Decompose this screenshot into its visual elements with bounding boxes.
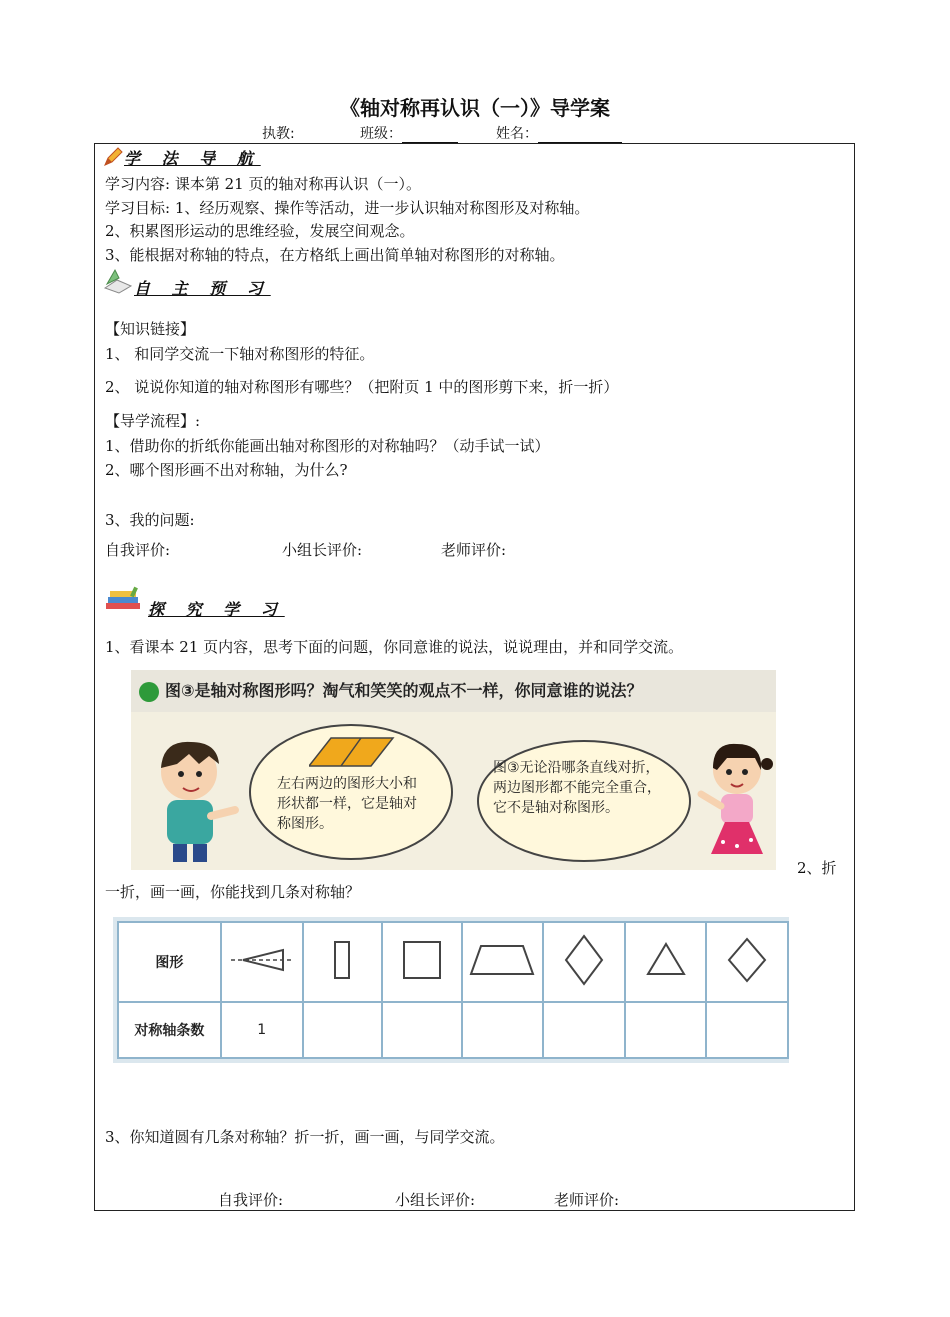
- table-header-shape: 图形: [118, 922, 221, 1002]
- axis-count-cell[interactable]: [543, 1002, 625, 1058]
- shape-cell: [303, 922, 382, 1002]
- study-content: 学习内容: 课本第 21 页的轴对称再认识（一）。: [105, 175, 421, 193]
- axis-count-cell[interactable]: [462, 1002, 544, 1058]
- triangle-with-axis-icon: [229, 940, 295, 980]
- rhombus-icon: [562, 932, 606, 988]
- boy-character: [149, 734, 241, 864]
- book-icon: [103, 266, 133, 294]
- textbook-illustration: [131, 670, 776, 870]
- table-row-counts: [118, 1002, 788, 1058]
- name-blank: [538, 128, 622, 143]
- page-title: 《轴对称再认识（一）》导学案: [340, 96, 610, 120]
- pen-icon: [102, 146, 124, 168]
- guided-flow-title: 【导学流程】:: [105, 412, 201, 430]
- section-heading-guide: 学 法 导 航: [124, 149, 261, 168]
- eval-leader-2: 小组长评价:: [395, 1191, 476, 1209]
- left-bubble-text: 左右两边的图形大小和形状都一样，它是轴对称图形。: [277, 776, 417, 832]
- explore-question-3: 3、你知道圆有几条对称轴？折一折，画一画，与同学交流。: [105, 1128, 505, 1146]
- axis-count-cell[interactable]: 1: [221, 1002, 303, 1058]
- axis-count-cell[interactable]: [706, 1002, 788, 1058]
- shape-cell: [543, 922, 625, 1002]
- small-rhombus-icon: [725, 935, 769, 985]
- explore-question-1: 1、看课本 21 页内容，思考下面的问题，你同意谁的说法，说说理由，并和同学交流。: [105, 638, 684, 656]
- table-row-shapes: [118, 922, 788, 1002]
- guided-flow-1: 1、借助你的折纸你能画出轴对称图形的对称轴吗？（动手试一试）: [105, 437, 550, 455]
- trapezoid-icon: [467, 940, 537, 980]
- books-stack-icon: [102, 585, 146, 613]
- name-field: [496, 123, 622, 143]
- eval-teacher-2: 老师评价:: [554, 1191, 620, 1209]
- table-header-axis-count: 对称轴条数: [118, 1002, 221, 1058]
- knowledge-link-title: 【知识链接】: [105, 320, 196, 338]
- right-bubble-text: 图③无论沿哪条直线对折，两边图形都不能完全重合，它不是轴对称图形。: [493, 760, 661, 816]
- class-label: 班级：: [360, 126, 402, 142]
- green-dot-icon: [137, 680, 161, 704]
- class-field: [360, 123, 458, 143]
- knowledge-link-1: 1、 和同学交流一下轴对称图形的特征。: [105, 345, 375, 363]
- shape-cell: [221, 922, 303, 1002]
- explore-question-2-rest: 一折，画一画，你能找到几条对称轴？: [105, 883, 361, 901]
- eval-teacher-1: 老师评价:: [441, 541, 507, 559]
- section-heading-explore: 探 究 学 习: [148, 600, 285, 619]
- study-goal-1: 学习目标: 1、经历观察、操作等活动，进一步认识轴对称图形及对称轴。: [105, 199, 590, 217]
- study-goal-2: 2、积累图形运动的思维经验，发展空间观念。: [105, 222, 415, 240]
- eval-self-2: 自我评价:: [218, 1191, 284, 1209]
- knowledge-link-2: 2、 说说你知道的轴对称图形有哪些？（把附页 1 中的图形剪下来，折一折）: [105, 378, 619, 396]
- girl-character: [697, 734, 773, 868]
- square-icon: [400, 938, 444, 982]
- my-question: 3、我的问题:: [105, 511, 195, 529]
- shape-cell: [382, 922, 462, 1002]
- study-goal-3: 3、能根据对称轴的特点，在方格纸上画出简单轴对称图形的对称轴。: [105, 246, 565, 264]
- triangle-icon: [644, 940, 688, 980]
- teacher-label: 执教:: [262, 126, 295, 142]
- tall-rectangle-icon: [327, 938, 357, 982]
- parallelogram-figure: [309, 734, 395, 770]
- shape-cell: [625, 922, 707, 1002]
- section-heading-preview: 自 主 预 习: [134, 279, 271, 298]
- explore-question-2-start: 2、折: [797, 859, 837, 877]
- guided-flow-2: 2、哪个图形画不出对称轴，为什么?: [105, 461, 348, 479]
- eval-leader-1: 小组长评价:: [282, 541, 363, 559]
- axis-count-cell[interactable]: [303, 1002, 382, 1058]
- class-blank: [402, 128, 458, 143]
- shape-cell: [706, 922, 788, 1002]
- illustration-question: 图③是轴对称图形吗？淘气和笑笑的观点不一样，你同意谁的说法？: [165, 681, 643, 700]
- eval-self-1: 自我评价:: [105, 541, 171, 559]
- axis-count-cell[interactable]: [382, 1002, 462, 1058]
- symmetry-axis-table: [113, 917, 789, 1063]
- axis-count-cell[interactable]: [625, 1002, 707, 1058]
- shape-cell: [462, 922, 544, 1002]
- name-label: 姓名：: [496, 126, 538, 142]
